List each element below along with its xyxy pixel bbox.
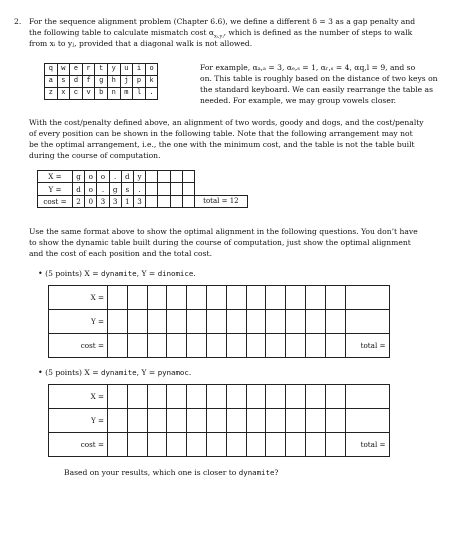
question-line-3: from xᵢ to yⱼ, provided that a diagonal walk is not allowed. [29,39,253,48]
y-cell [182,183,194,195]
answer-x-cell[interactable] [108,385,128,409]
part2-end: . [188,368,192,377]
keyboard-key: o [145,64,158,76]
answer-cost-cell[interactable] [266,334,286,358]
question-line-2-text: the following table to calculate mismatch cost α [29,28,215,37]
keyboard-key: f [82,76,95,88]
y-label: Y = [49,310,108,334]
cost-cell [182,195,194,207]
answer-x-cell[interactable] [286,385,306,409]
keyboard-key: i [133,64,146,76]
part1-end: . [193,269,196,278]
answer-y-cell[interactable] [108,310,128,334]
answer-cost-cell[interactable] [266,433,286,457]
answer-x-cell[interactable] [206,286,226,310]
answer-y-cell[interactable] [286,409,306,433]
cost-cell: 2 [73,195,85,207]
paragraph-line: during the course of computation. [29,151,161,160]
answer-cost-cell[interactable] [108,334,128,358]
keyboard-explanation-line: the standard keyboard. We can easily rearrange the table as [200,85,433,94]
part2-prompt [38,367,191,378]
part2-answer-table [48,384,390,457]
cost-cell: 3 [97,195,109,207]
y-cell: . [97,183,109,195]
answer-extra-cell [345,409,389,433]
keyboard-key: p [133,76,146,88]
answer-y-cell[interactable] [286,310,306,334]
answer-x-cell[interactable] [305,286,325,310]
answer-x-cell[interactable] [108,286,128,310]
part2-y-word: pynamoc [157,368,189,377]
x-cell: g [73,171,85,183]
answer-x-cell[interactable] [226,385,246,409]
answer-cost-cell[interactable] [167,334,187,358]
part1-sep: , Y = [136,269,156,278]
answer-y-cell[interactable] [206,310,226,334]
answer-cost-cell[interactable] [305,334,325,358]
answer-x-cell[interactable] [167,286,187,310]
answer-cost-cell[interactable] [226,433,246,457]
cost-cell: 3 [109,195,121,207]
answer-x-cell[interactable] [266,385,286,409]
y-cell [146,183,158,195]
keyboard-key: s [57,76,70,88]
instruction-line: to show the dynamic table built during the course of computation, just show the optimal alignment [29,238,411,247]
answer-cost-cell[interactable] [246,334,266,358]
answer-x-cell[interactable] [226,286,246,310]
answer-cost-cell[interactable] [246,433,266,457]
y-cell [170,183,182,195]
answer-cost-cell[interactable] [127,334,147,358]
empty-cell [194,183,247,195]
question-line-1: For the sequence alignment problem (Chapter 6.6), we define a different δ = 3 as a gap penalty and [29,17,416,26]
answer-y-cell[interactable] [147,409,167,433]
answer-y-cell[interactable] [108,409,128,433]
answer-cost-cell[interactable] [286,433,306,457]
x-cell: y [133,171,145,183]
closing-text: Based on your results, which one is closer to [64,468,237,477]
answer-x-cell[interactable] [206,385,226,409]
answer-cost-cell[interactable] [127,433,147,457]
keyboard-explanation-line: needed. For example, we may group vowels closer. [200,96,397,105]
answer-x-cell[interactable] [246,286,266,310]
answer-cost-cell[interactable] [286,334,306,358]
answer-y-cell[interactable] [187,310,207,334]
keyboard-key: u [120,64,133,76]
keyboard-key: c [70,88,83,100]
cost-label: cost = [49,334,108,358]
bullet-icon: • [38,269,43,278]
keyboard-key: . [145,88,158,100]
instructions [29,226,418,259]
x-cell [182,171,194,183]
answer-x-cell[interactable] [266,286,286,310]
keyboard-key: r [82,64,95,76]
answer-cost-cell[interactable] [187,433,207,457]
keyboard-key: a [45,76,58,88]
keyboard-key: w [57,64,70,76]
part1-y-word: dinomice [157,269,194,278]
keyboard-key: g [95,76,108,88]
answer-extra-cell [345,310,389,334]
x-cell [146,171,158,183]
x-label: X = [49,286,108,310]
cost-label: cost = [38,195,73,207]
keyboard-explanation-line: on. This table is roughly based on the distance of two keys on [200,74,438,83]
answer-y-cell[interactable] [147,310,167,334]
x-label: X = [38,171,73,183]
answer-y-cell[interactable] [187,409,207,433]
cost-cell [170,195,182,207]
answer-cost-cell[interactable] [167,433,187,457]
closing-question [64,467,278,478]
cost-cell: 0 [85,195,97,207]
keyboard-key: z [45,88,58,100]
answer-y-cell[interactable] [226,409,246,433]
part1-x-word: dynamite [101,269,137,278]
y-cell: . [133,183,145,195]
y-label: Y = [49,409,108,433]
answer-cost-cell[interactable] [325,433,345,457]
keyboard-explanation [200,62,438,106]
y-cell [158,183,170,195]
cost-label: cost = [49,433,108,457]
answer-cost-cell[interactable] [305,433,325,457]
answer-extra-cell [345,286,389,310]
answer-row [49,334,390,358]
answer-y-cell[interactable] [246,310,266,334]
answer-x-cell[interactable] [187,286,207,310]
answer-cost-cell[interactable] [226,334,246,358]
y-cell: d [73,183,85,195]
answer-row [49,286,390,310]
paragraph-line: be the optimal arrangement, i.e., the one with the minimum cost, and the table is not the table built [29,140,415,149]
answer-y-cell[interactable] [305,409,325,433]
keyboard-key: j [120,76,133,88]
answer-y-cell[interactable] [266,409,286,433]
instruction-line: Use the same format above to show the optimal alignment in the following questions. You don’t have [29,227,418,236]
total-cell[interactable]: total = [345,433,389,457]
keyboard-key: x [57,88,70,100]
answer-x-cell[interactable] [167,385,187,409]
cost-cell: 3 [133,195,145,207]
keyboard-key: h [107,76,120,88]
answer-x-cell[interactable] [147,286,167,310]
answer-x-cell[interactable] [325,385,345,409]
cost-cell: 1 [121,195,133,207]
mismatch-subscript: xᵢ,yⱼ [214,33,224,40]
total-cell: total = 12 [194,195,247,207]
question-number: 2. [14,17,22,26]
answer-cost-cell[interactable] [187,334,207,358]
answer-row [49,385,390,409]
answer-row [49,409,390,433]
keyboard-key: q [45,64,58,76]
answer-x-cell[interactable] [127,385,147,409]
keyboard-key: k [145,76,158,88]
answer-x-cell[interactable] [187,385,207,409]
keyboard-row [45,64,158,76]
keyboard-key: b [95,88,108,100]
answer-cost-cell[interactable] [206,334,226,358]
cost-cell [146,195,158,207]
answer-row [49,310,390,334]
keyboard-key: e [70,64,83,76]
keyboard-row [45,76,158,88]
answer-x-cell[interactable] [127,286,147,310]
answer-y-cell[interactable] [325,409,345,433]
question-line-2-tail: , which is defined as the number of steps to walk [223,28,413,37]
answer-extra-cell [345,385,389,409]
answer-x-cell[interactable] [147,385,167,409]
answer-y-cell[interactable] [127,409,147,433]
keyboard-key: l [133,88,146,100]
part1-points: (5 points) X = [45,269,99,278]
keyboard-key: n [107,88,120,100]
answer-cost-cell[interactable] [108,433,128,457]
x-label: X = [49,385,108,409]
answer-cost-cell[interactable] [325,334,345,358]
cost-cell [158,195,170,207]
keyboard-key: v [82,88,95,100]
answer-cost-cell[interactable] [147,433,167,457]
part1-prompt [38,268,196,279]
part2-sep: , Y = [136,368,156,377]
answer-y-cell[interactable] [127,310,147,334]
answer-row [49,433,390,457]
answer-cost-cell[interactable] [147,334,167,358]
keyboard-table [44,63,158,100]
x-cell: o [85,171,97,183]
answer-x-cell[interactable] [305,385,325,409]
answer-y-cell[interactable] [206,409,226,433]
example-alignment-table [37,170,248,208]
answer-x-cell[interactable] [325,286,345,310]
answer-x-cell[interactable] [246,385,266,409]
y-label: Y = [38,183,73,195]
x-cell: . [109,171,121,183]
explanation-paragraph [29,117,424,161]
part2-x-word: dynamite [101,368,137,377]
answer-y-cell[interactable] [305,310,325,334]
answer-x-cell[interactable] [286,286,306,310]
answer-y-cell[interactable] [167,409,187,433]
x-cell [158,171,170,183]
answer-y-cell[interactable] [246,409,266,433]
empty-cell [194,171,247,183]
closing-end: ? [274,468,279,477]
keyboard-key: t [95,64,108,76]
y-cell: g [109,183,121,195]
y-cell: o [85,183,97,195]
bullet-icon: • [38,368,43,377]
part2-points: (5 points) X = [45,368,99,377]
keyboard-explanation-line: For example, αₐ,ₐ = 3, αₑ,ₛ = 1, αᵣ,ₛ = 4, αq,l = 9, and so [200,63,416,72]
x-cell: o [97,171,109,183]
paragraph-line: of every position can be shown in the following table. Note that the following arrangement may not [29,129,413,138]
x-cell: d [121,171,133,183]
answer-y-cell[interactable] [325,310,345,334]
keyboard-key: m [120,88,133,100]
answer-y-cell[interactable] [266,310,286,334]
keyboard-row [45,88,158,100]
closing-word: dynamite [238,468,275,477]
answer-y-cell[interactable] [226,310,246,334]
instruction-line: and the cost of each position and the total cost. [29,249,212,258]
answer-y-cell[interactable] [167,310,187,334]
paragraph-line: With the cost/penalty defined above, an alignment of two words, goody and dogs, and the cost/penalty [29,118,424,127]
total-cell[interactable]: total = [345,334,389,358]
keyboard-key: y [107,64,120,76]
x-cell [170,171,182,183]
keyboard-key: d [70,76,83,88]
y-cell: s [121,183,133,195]
answer-cost-cell[interactable] [206,433,226,457]
part1-answer-table [48,285,390,358]
